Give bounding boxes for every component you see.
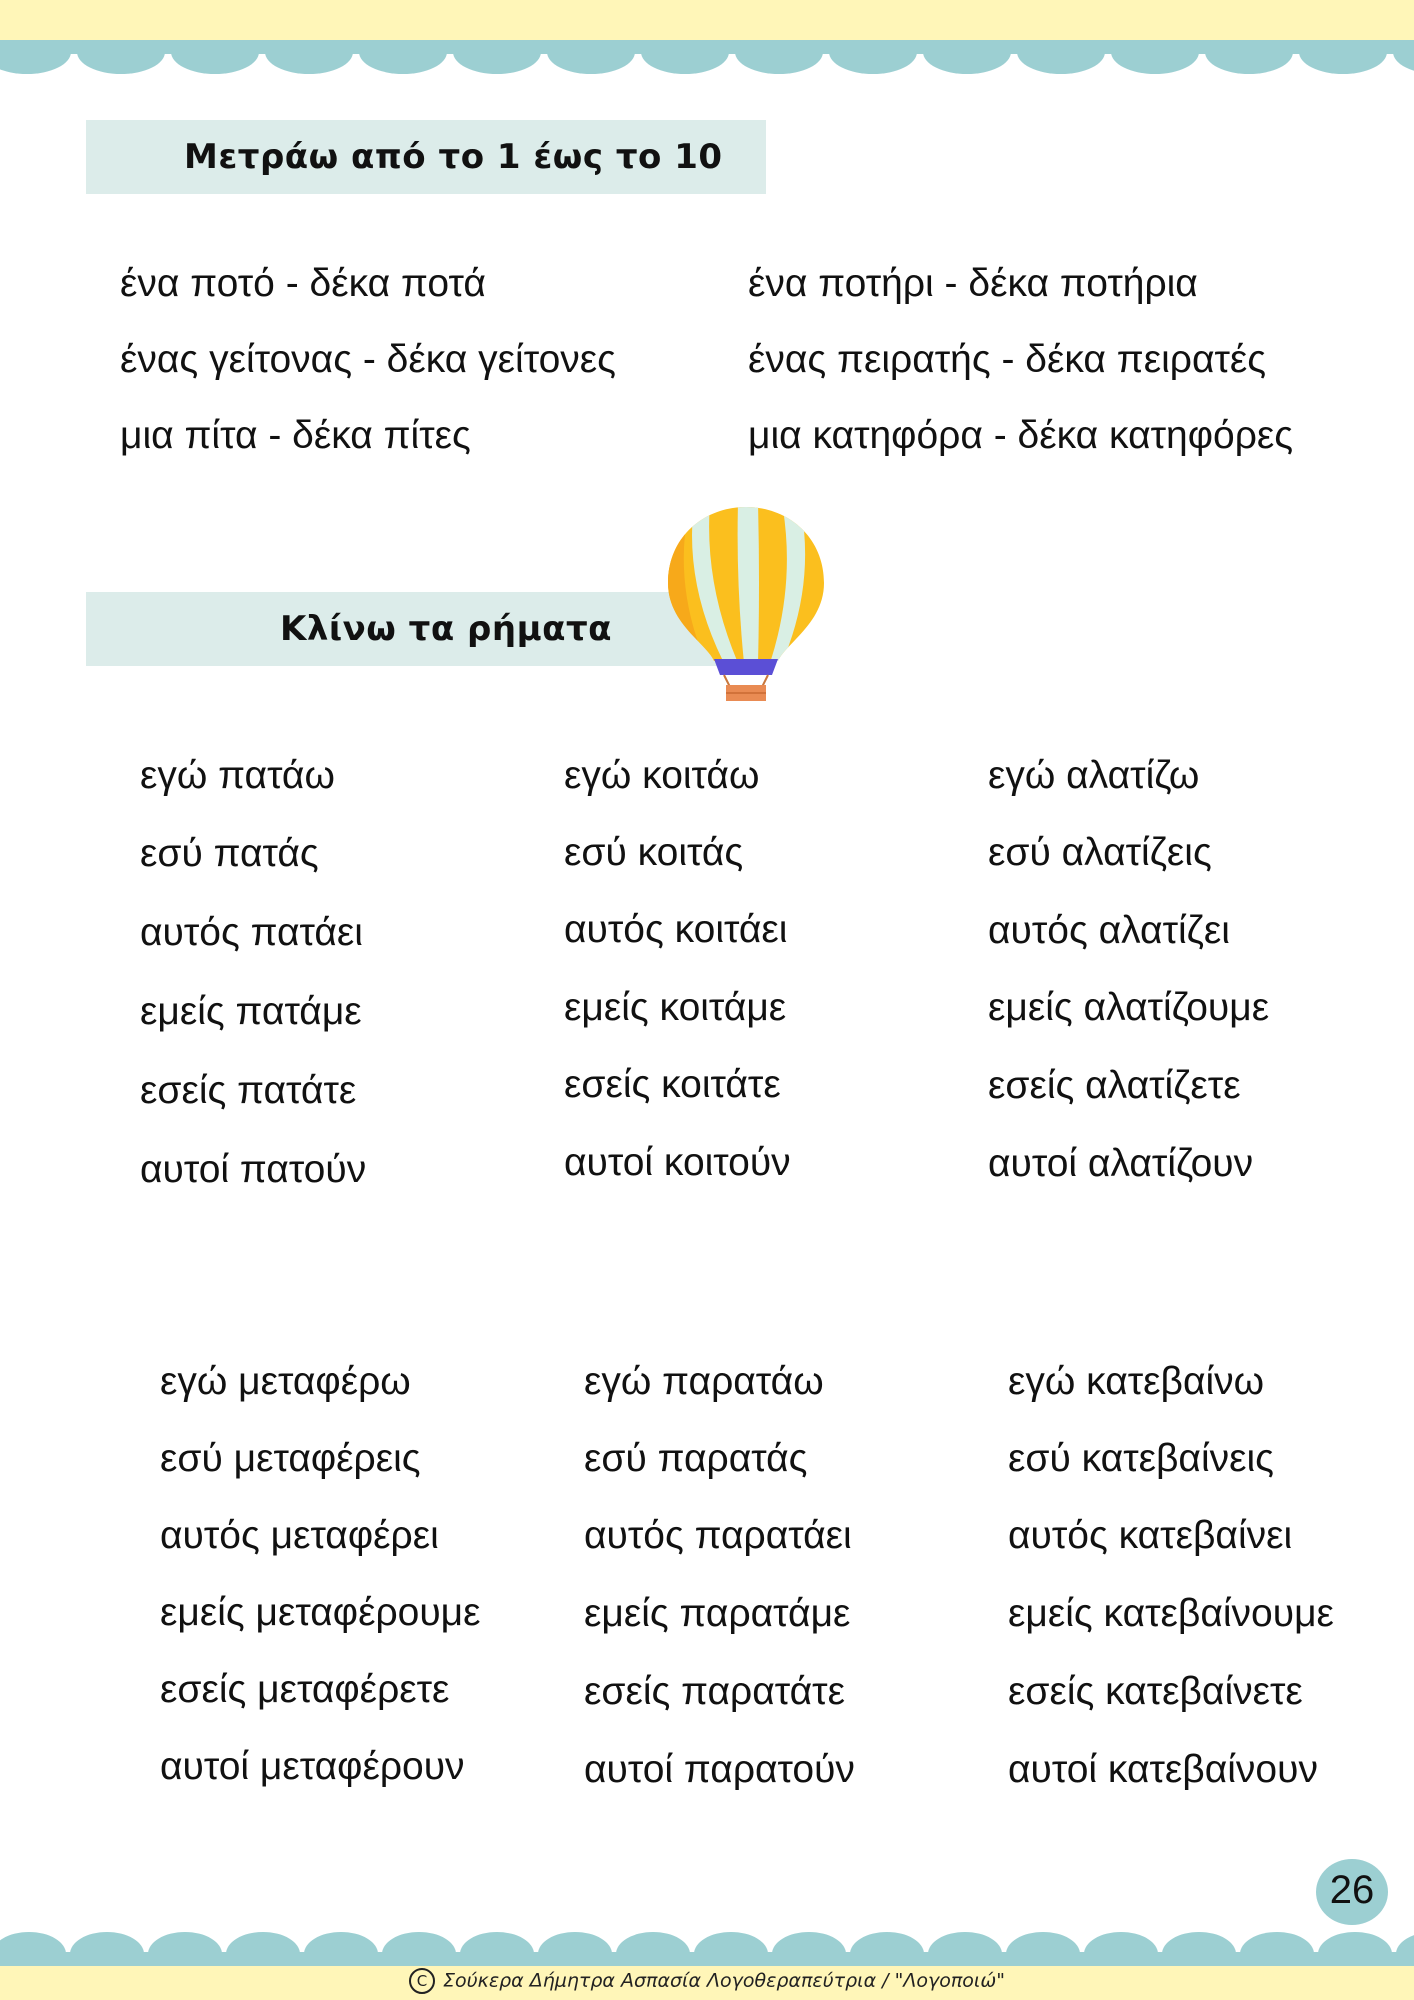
conjugation-item: εγώ αλατίζω bbox=[988, 754, 1200, 797]
conjugation-item: εσύ κοιτάς bbox=[564, 831, 744, 874]
conjugation-item: εμείς πατάμε bbox=[140, 990, 362, 1033]
conjugation-item: εγώ κατεβαίνω bbox=[1008, 1360, 1265, 1403]
conjugation-item: αυτοί αλατίζουν bbox=[988, 1142, 1254, 1185]
footer-copyright bbox=[0, 1968, 1414, 1994]
section-header-verbs bbox=[86, 592, 726, 666]
page-number: 26 bbox=[1329, 1868, 1375, 1912]
conjugation-item: εμείς κοιτάμε bbox=[564, 986, 787, 1029]
phrase-item: ένα ποτό - δέκα ποτά bbox=[120, 262, 486, 305]
conjugation-item: εγώ μεταφέρω bbox=[160, 1360, 411, 1403]
conjugation-item: εσύ παρατάς bbox=[584, 1437, 808, 1480]
conjugation-item: εμείς κατεβαίνουμε bbox=[1008, 1592, 1334, 1635]
conjugation-item: αυτοί πατούν bbox=[140, 1148, 367, 1191]
conjugation-item: εσύ αλατίζεις bbox=[988, 831, 1212, 874]
conjugation-item: εμείς παρατάμε bbox=[584, 1592, 851, 1635]
phrase-item: ένας πειρατής - δέκα πειρατές bbox=[748, 338, 1267, 381]
conjugation-item: εγώ παρατάω bbox=[584, 1360, 824, 1403]
phrase-item: ένας γείτονας - δέκα γείτονες bbox=[120, 338, 616, 381]
section-header-counting bbox=[86, 120, 766, 194]
conjugation-item: εσύ πατάς bbox=[140, 832, 319, 875]
conjugation-item: εμείς μεταφέρουμε bbox=[160, 1591, 481, 1634]
section-title-verbs: Κλίνω τα ρήματα bbox=[280, 609, 613, 649]
conjugation-item: εμείς αλατίζουμε bbox=[988, 986, 1270, 1029]
conjugation-item: αυτοί μεταφέρουν bbox=[160, 1745, 465, 1788]
conjugation-item: εσύ κατεβαίνεις bbox=[1008, 1437, 1274, 1480]
hot-air-balloon-icon bbox=[666, 503, 826, 703]
conjugation-item: εσείς κατεβαίνετε bbox=[1008, 1670, 1303, 1713]
conjugation-item: αυτός κοιτάει bbox=[564, 908, 788, 951]
conjugation-item: αυτός πατάει bbox=[140, 911, 363, 954]
section-title-counting: Μετράω από το 1 έως το 10 bbox=[184, 137, 723, 177]
phrase-item: ένα ποτήρι - δέκα ποτήρια bbox=[748, 262, 1198, 305]
conjugation-item: εσείς παρατάτε bbox=[584, 1670, 845, 1713]
conjugation-item: αυτός παρατάει bbox=[584, 1514, 852, 1557]
top-decorative-band bbox=[0, 0, 1414, 40]
conjugation-item: εγώ πατάω bbox=[140, 754, 335, 797]
conjugation-item: εσείς μεταφέρετε bbox=[160, 1668, 450, 1711]
conjugation-item: αυτοί παρατούν bbox=[584, 1748, 855, 1791]
conjugation-item: εσείς κοιτάτε bbox=[564, 1063, 781, 1106]
conjugation-item: εσείς αλατίζετε bbox=[988, 1064, 1241, 1107]
conjugation-item: εγώ κοιτάω bbox=[564, 754, 760, 797]
bottom-scallop-border bbox=[0, 1928, 1414, 1966]
conjugation-item: αυτός αλατίζει bbox=[988, 909, 1230, 952]
conjugation-item: εσείς πατάτε bbox=[140, 1069, 357, 1112]
top-scallop-border bbox=[0, 40, 1414, 76]
conjugation-item: αυτός κατεβαίνει bbox=[1008, 1514, 1293, 1557]
conjugation-item: αυτός μεταφέρει bbox=[160, 1514, 439, 1557]
conjugation-item: εσύ μεταφέρεις bbox=[160, 1437, 421, 1480]
phrase-item: μια πίτα - δέκα πίτες bbox=[120, 414, 471, 457]
phrase-item: μια κατηφόρα - δέκα κατηφόρες bbox=[748, 414, 1294, 457]
conjugation-item: αυτοί κατεβαίνουν bbox=[1008, 1748, 1318, 1791]
footer-text: Σούκερα Δήμητρα Ασπασία Λογοθεραπεύτρια / "Λογοποιώ" bbox=[443, 1969, 1005, 1992]
conjugation-item: αυτοί κοιτούν bbox=[564, 1141, 791, 1184]
copyright-icon: C bbox=[409, 1968, 435, 1994]
